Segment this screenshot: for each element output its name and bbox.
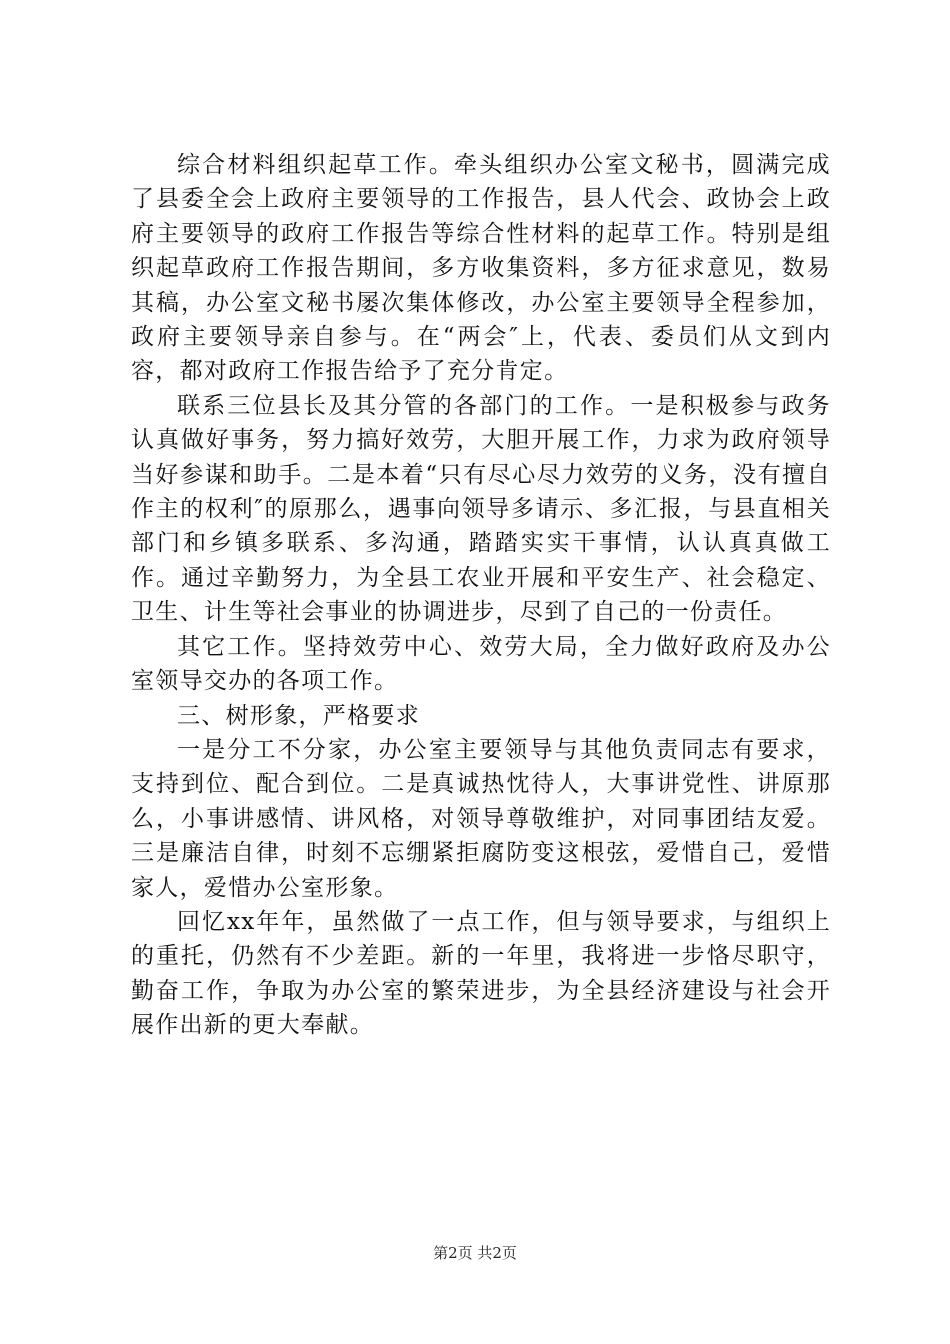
paragraph-requirements: 一是分工不分家，办公室主要领导与其他负责同志有要求，支持到位、配合到位。二是真诚热忱待人，大事讲党性、讲原那么，小事讲感情、讲风格，对领导尊敬维护，对同事团结友爱。三是廉洁自律，时刻不忘绷紧拒腐防变这根弦，爱惜自己，爱惜家人，爱惜办公室形象。 <box>131 736 831 901</box>
page-number-footer: 第2页 共2页 <box>433 1244 517 1262</box>
section-heading: 三、树形象，严格要求 <box>177 702 420 729</box>
paragraph-drafting-work: 综合材料组织起草工作。牵头组织办公室文秘书，圆满完成了县委全会上政府主要领导的工作报告，县人代会、政协会上政府主要领导的政府工作报告等综合性材料的起草工作。特别是组织起草政府工作报告期间，多方收集资料，多方征求意见，数易其稿，办公室文秘书屡次集体修改，办公室主要领导全程参加，政府主要领导亲自参与。在“两会″上，代表、委员们从文到内容，都对政府工作报告给予了充分肯定。 <box>131 152 831 385</box>
paragraph-other-work: 其它工作。坚持效劳中心、效劳大局，全力做好政府及办公室领导交办的各项工作。 <box>131 633 831 695</box>
paragraph-review: 回忆xx年年，虽然做了一点工作，但与领导要求，与组织上的重托，仍然有不少差距。新的一年里，我将进一步恪尽职守，勤奋工作，争取为办公室的繁荣进步，为全县经济建设与社会开展作出新的更大奉献。 <box>131 908 831 1039</box>
document-body <box>131 148 831 1043</box>
paragraph-county-liaison: 联系三位县长及其分管的各部门的工作。一是积极参与政务认真做好事务，努力搞好效劳，大胆开展工作，力求为政府领导当好参谋和助手。二是本着“只有尽心尽力效劳的义务，没有擅自作主的权利″的原那么，遇事向领导多请示、多汇报，与县直相关部门和乡镇多联系、多沟通，踏踏实实干事情，认认真真做工作。通过辛勤努力，为全县工农业开展和平安生产、社会稳定、卫生、计生等社会事业的协调进步，尽到了自己的一份责任。 <box>131 392 831 626</box>
